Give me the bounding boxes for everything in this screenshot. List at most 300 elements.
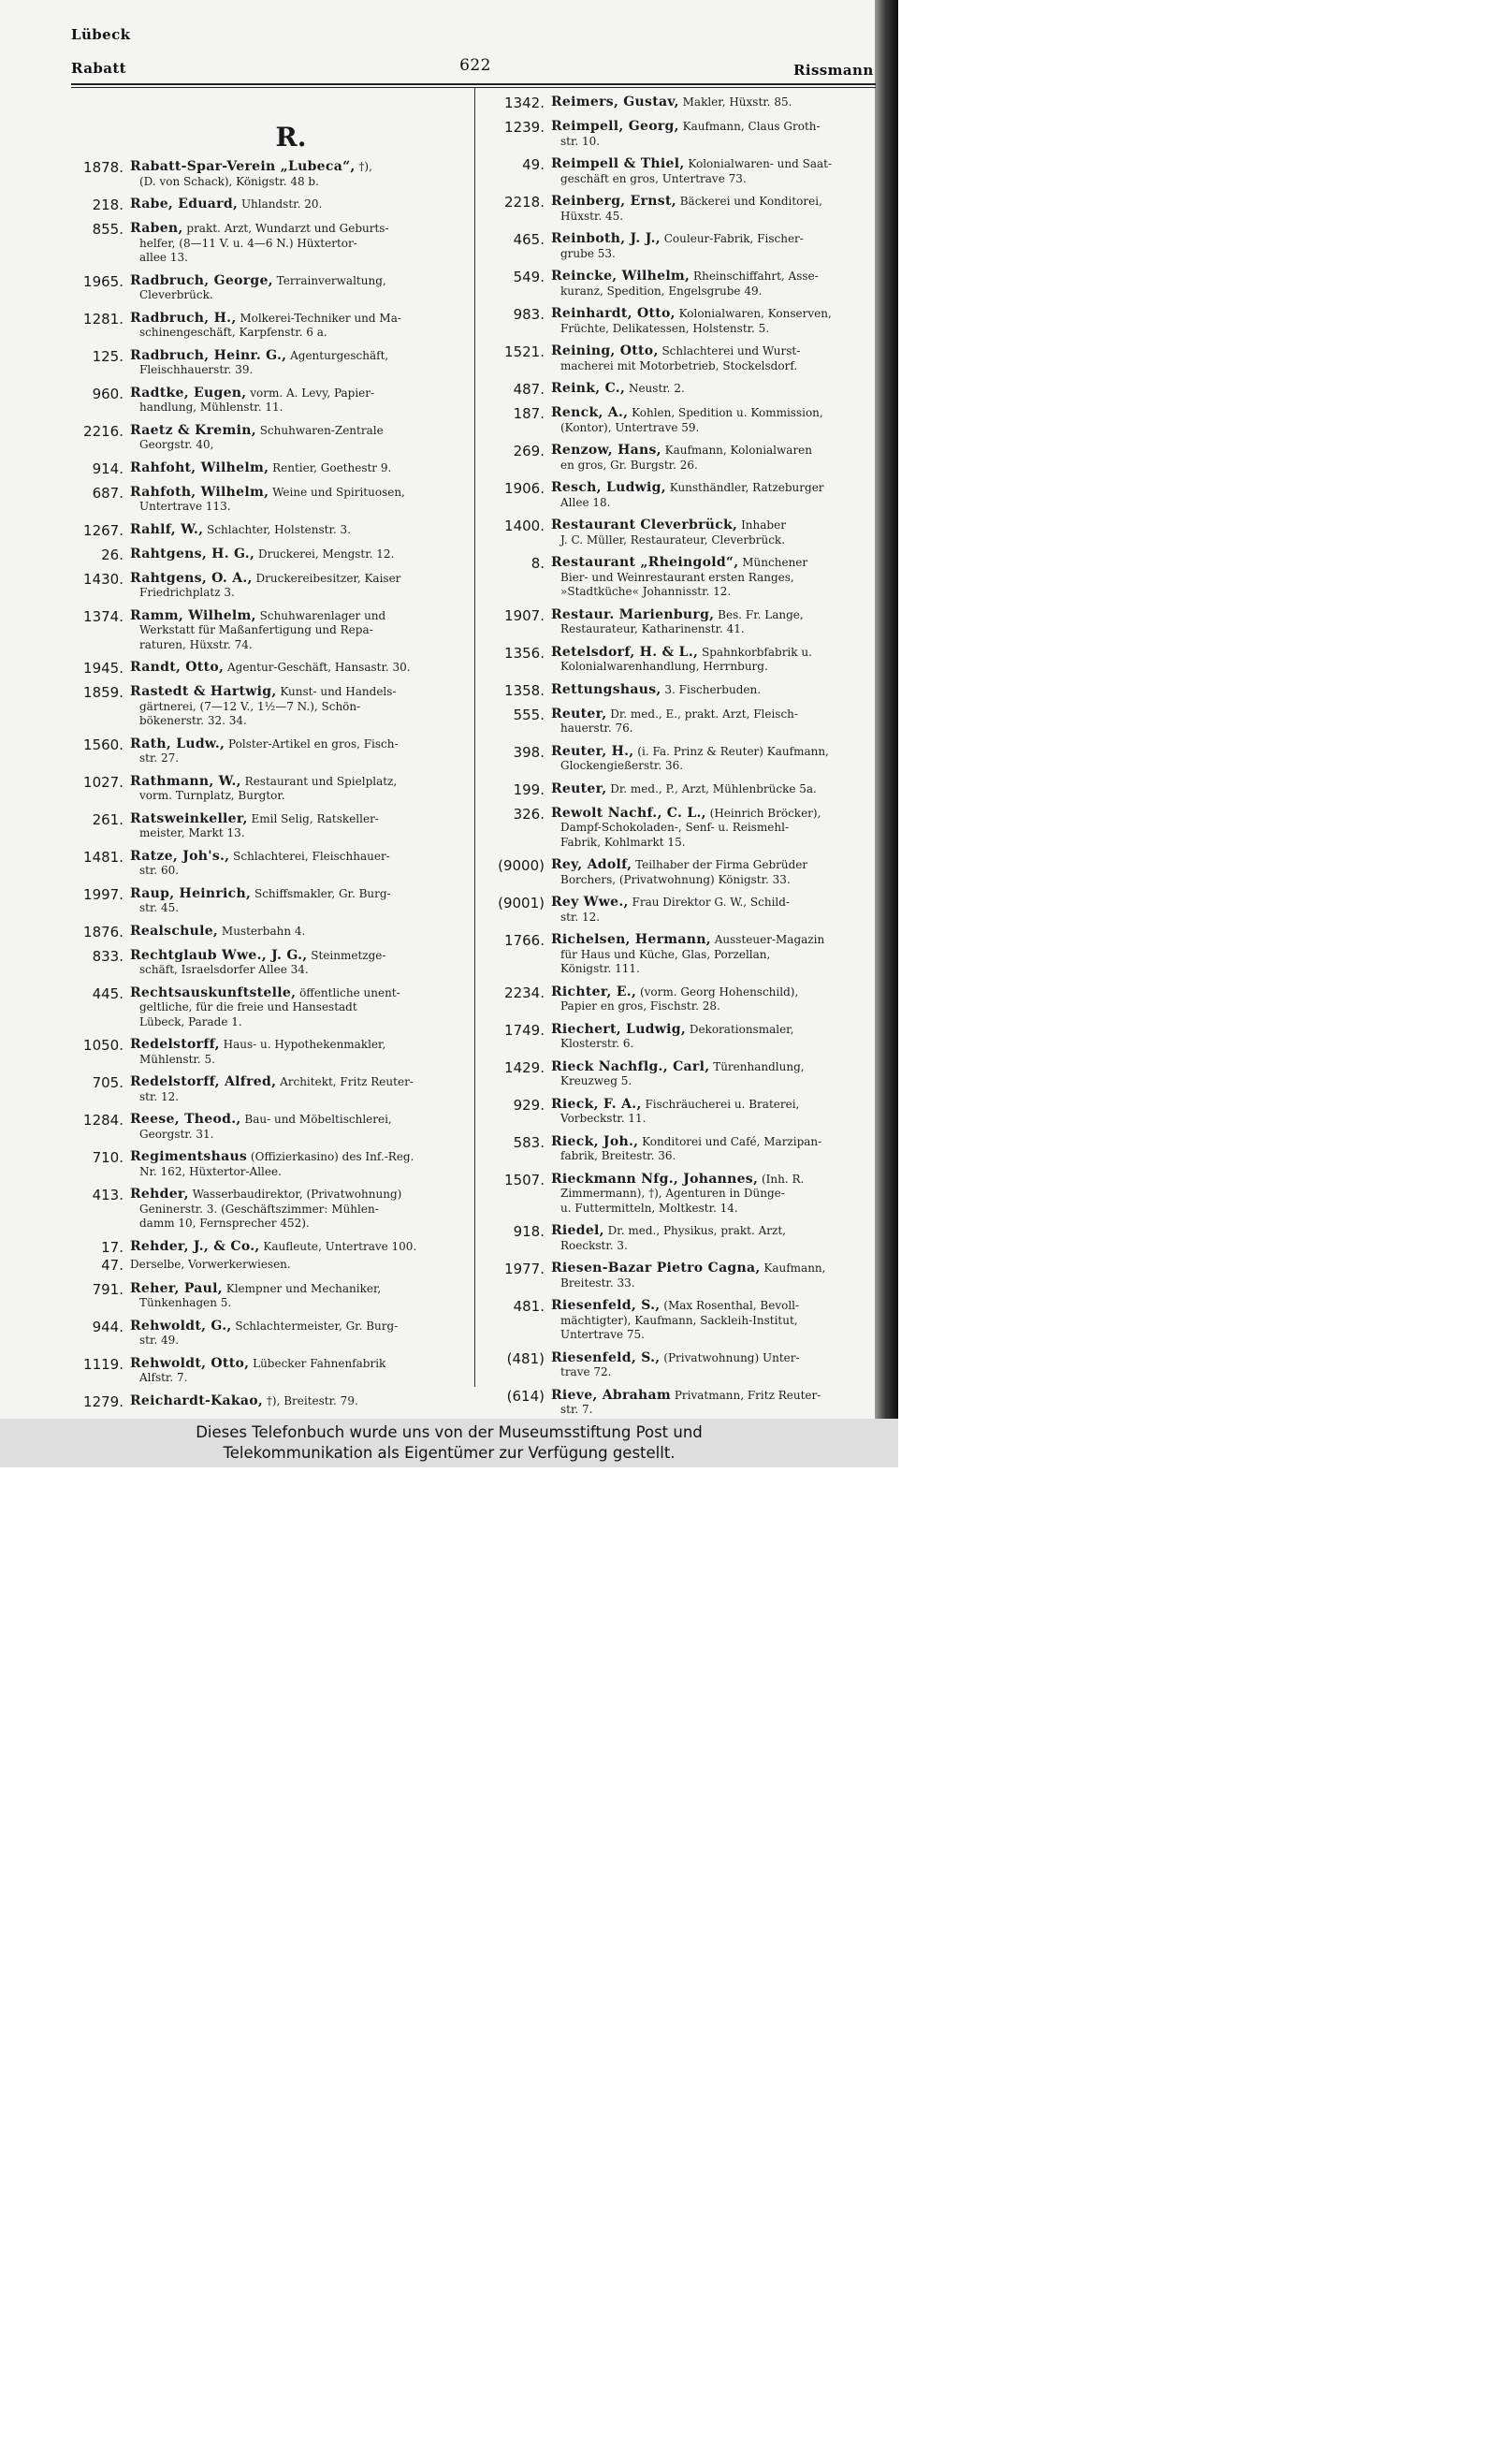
entry-text xyxy=(551,683,874,699)
entry-text xyxy=(551,1023,874,1052)
phone-number: 1907. xyxy=(504,606,545,624)
entry-text xyxy=(130,1188,464,1232)
entry-continuation: str. 60. xyxy=(139,864,180,877)
right-entry-list xyxy=(488,95,874,1419)
entry-name: Rath, Ludw., xyxy=(130,736,225,751)
entry-continuation: J. C. Müller, Restaurateur, Cleverbrück. xyxy=(560,532,786,547)
entry-name: Radbruch, Heinr. G., xyxy=(130,347,287,363)
entry-details: Kunsthändler, Ratzeburger xyxy=(665,481,824,494)
directory-entry xyxy=(71,197,464,213)
directory-entry xyxy=(71,887,464,916)
entry-continuation: Früchte, Delikatessen, Holstenstr. 5. xyxy=(560,321,770,335)
entry-continuation: Geninerstr. 3. (Geschäftszimmer: Mühlen- xyxy=(139,1202,379,1216)
directory-entry xyxy=(488,481,874,510)
entry-name: Renzow, Hans, xyxy=(551,443,661,458)
entry-details: (i. Fa. Prinz & Reuter) Kaufmann, xyxy=(633,744,829,758)
entry-name: Reincke, Wilhelm, xyxy=(551,269,690,284)
entry-name: Rieck, Joh., xyxy=(551,1133,639,1149)
entry-details: Bau- und Möbeltischlerei, xyxy=(240,1113,392,1126)
entry-name: Riechert, Ludwig, xyxy=(551,1021,687,1037)
entry-continuation: Dampf-Schokoladen-, Senf- u. Reismehl- xyxy=(560,821,790,834)
phone-number: 187. xyxy=(513,405,545,422)
copyright-footer xyxy=(0,1419,898,1467)
entry-name: Radtke, Eugen, xyxy=(130,385,247,401)
entry-details: (vorm. Georg Hohenschild), xyxy=(636,984,799,999)
directory-entry xyxy=(488,745,874,774)
entry-name: Rewolt Nachf., C. L., xyxy=(551,805,706,821)
header-city: Lübeck xyxy=(71,26,131,43)
directory-entry xyxy=(71,1319,464,1349)
directory-entry xyxy=(488,1261,874,1290)
directory-page xyxy=(0,0,898,1419)
phone-number: 1977. xyxy=(504,1261,545,1277)
entry-name: Rehwoldt, G., xyxy=(130,1318,232,1334)
directory-entry xyxy=(71,850,464,879)
directory-entry xyxy=(488,556,874,600)
phone-number: 1356. xyxy=(504,644,545,662)
entry-text xyxy=(130,274,464,303)
entry-details: Wasserbaudirektor, (Privatwohnung) xyxy=(188,1188,402,1201)
directory-entry xyxy=(488,646,874,675)
entry-text xyxy=(551,406,874,435)
entry-details: Kunst- und Handels- xyxy=(276,685,397,698)
directory-entry xyxy=(488,858,874,887)
entry-text xyxy=(130,775,464,804)
entry-name: Rey Wwe., xyxy=(551,895,629,910)
phone-number: 326. xyxy=(513,805,545,823)
header-keyword-right: Rissmann xyxy=(793,62,874,79)
entry-text xyxy=(551,157,874,186)
entry-text xyxy=(130,222,464,266)
footer-line-2: Telekommunikation als Eigentümer zur Verfügung gestellt. xyxy=(223,1444,676,1462)
entry-text xyxy=(130,1150,464,1179)
entry-continuation: Tünkenhagen 5. xyxy=(139,1296,232,1309)
directory-entry xyxy=(488,683,874,699)
entry-details: öffentliche unent- xyxy=(296,985,400,999)
entry-text xyxy=(130,523,464,539)
entry-continuation: für Haus und Küche, Glas, Porzellan, xyxy=(560,947,771,961)
footer-line-1: Dieses Telefonbuch wurde uns von der Museumsstiftung Post und xyxy=(196,1423,703,1441)
entry-continuation: grube 53. xyxy=(560,246,616,260)
phone-number: 1027. xyxy=(83,773,124,791)
entry-continuation: Nr. 162, Hüxtertor-Allee. xyxy=(139,1164,282,1178)
phone-number: 199. xyxy=(513,780,545,798)
entry-details: Privatmann, Fritz Reuter- xyxy=(671,1388,821,1402)
entry-name: Randt, Otto, xyxy=(130,660,225,675)
directory-entry xyxy=(488,1060,874,1089)
entry-continuation: Lübeck, Parade 1. xyxy=(139,1014,242,1028)
entry-text xyxy=(130,349,464,378)
directory-entry xyxy=(488,707,874,736)
directory-entry xyxy=(71,523,464,539)
entry-details: Schlachterei, Fleischhauer- xyxy=(229,849,390,863)
entry-continuation: vorm. Turnplatz, Burgtor. xyxy=(139,789,285,802)
entry-name: Restaurant Cleverbrück, xyxy=(551,518,738,532)
entry-text xyxy=(130,812,464,841)
directory-entry xyxy=(488,985,874,1014)
entry-text xyxy=(551,481,874,510)
entry-continuation: mächtigter), Kaufmann, Sackleih-Institut, xyxy=(560,1313,798,1327)
entry-details: Kaufmann, xyxy=(760,1261,826,1275)
directory-entry xyxy=(488,1023,874,1052)
entry-text xyxy=(130,486,464,515)
entry-name: Resch, Ludwig, xyxy=(551,480,666,495)
entry-text xyxy=(130,160,464,189)
phone-number: 1749. xyxy=(504,1021,545,1039)
directory-entry xyxy=(71,1357,464,1386)
directory-entry xyxy=(488,1224,874,1253)
entry-details: Kolonialwaren, Konserven, xyxy=(675,307,832,320)
phone-number: 1481. xyxy=(83,848,124,866)
entry-name: Reuter, xyxy=(551,706,607,722)
entry-name: Riesenfeld, S., xyxy=(551,1298,661,1313)
entry-text xyxy=(551,985,874,1014)
entry-details: Fischräucherei u. Braterei, xyxy=(641,1097,800,1111)
phone-number: (9001) xyxy=(498,895,545,911)
phone-number: 583. xyxy=(513,1133,545,1151)
entry-name: Richelsen, Hermann, xyxy=(551,932,711,947)
entry-text xyxy=(551,646,874,675)
entry-details: Musterbahn 4. xyxy=(218,924,306,938)
entry-text xyxy=(130,1319,464,1349)
entry-continuation: Restaurateur, Katharinenstr. 41. xyxy=(560,622,745,635)
entry-name: Realschule, xyxy=(130,923,219,939)
entry-text xyxy=(130,685,464,729)
entry-name: Riedel, xyxy=(551,1223,604,1238)
entry-text xyxy=(130,1113,464,1142)
entry-text xyxy=(130,1394,464,1410)
entry-text xyxy=(551,195,874,224)
entry-text xyxy=(551,556,874,600)
entry-continuation: str. 27. xyxy=(139,751,180,765)
entry-details: Kohlen, Spedition u. Kommission, xyxy=(628,406,823,419)
entry-name: Reimpell & Thiel, xyxy=(551,156,685,171)
phone-number: 398. xyxy=(513,743,545,761)
directory-entry xyxy=(71,486,464,515)
entry-name: Reher, Paul, xyxy=(130,1280,223,1296)
directory-entry xyxy=(488,807,874,851)
left-column xyxy=(71,91,464,1419)
entry-continuation: raturen, Hüxstr. 74. xyxy=(139,637,253,651)
entry-name: Reimers, Gustav, xyxy=(551,95,679,109)
entry-continuation: Fleischhauerstr. 39. xyxy=(139,363,254,376)
entry-name: Rahtgens, H. G., xyxy=(130,546,255,561)
directory-entry xyxy=(488,608,874,637)
entry-details: Agentur-Geschäft, Hansastr. 30. xyxy=(224,661,411,674)
entry-continuation: helfer, (8—11 V. u. 4—6 N.) Hüxtertor- xyxy=(139,236,357,250)
directory-entry xyxy=(488,933,874,977)
directory-entry xyxy=(71,222,464,266)
directory-entry xyxy=(488,1135,874,1164)
phone-number: 269. xyxy=(513,443,545,459)
entry-text xyxy=(130,461,464,477)
entry-name: Raben, xyxy=(130,221,183,236)
directory-entry xyxy=(71,986,464,1030)
entry-details: (Inh. R. xyxy=(758,1172,805,1186)
directory-entry xyxy=(71,424,464,453)
entry-text xyxy=(130,661,464,677)
phone-number: 2216. xyxy=(83,422,124,440)
entry-details: Kaufmann, Claus Groth- xyxy=(678,120,821,133)
entry-text xyxy=(551,1261,874,1290)
directory-entry xyxy=(488,270,874,299)
entry-details: prakt. Arzt, Wundarzt und Geburts- xyxy=(182,222,389,235)
entry-name: Rey, Adolf, xyxy=(551,857,632,872)
entry-name: Rahfoht, Wilhelm, xyxy=(130,459,269,475)
entry-name: Rechtglaub Wwe., J. G., xyxy=(130,947,308,963)
directory-entry xyxy=(71,812,464,841)
entry-name: Rahlf, W., xyxy=(130,521,204,537)
phone-number: 1119. xyxy=(83,1355,124,1373)
entry-continuation: gärtnerei, (7—12 V., 1½—7 N.), Schön- xyxy=(139,699,361,713)
entry-details: Dr. med., Physikus, prakt. Arzt, xyxy=(603,1224,786,1237)
phone-number: 413. xyxy=(92,1187,124,1203)
entry-text xyxy=(130,1038,464,1067)
entry-name: Rieckmann Nfg., Johannes, xyxy=(551,1171,759,1187)
entry-details: Lübecker Fahnenfabrik xyxy=(249,1356,386,1370)
phone-number: 47. xyxy=(101,1256,124,1274)
entry-details: Konditorei und Café, Marzipan- xyxy=(638,1134,822,1148)
entry-details: Neustr. 2. xyxy=(625,382,685,395)
entry-details: (Offizierkasino) des Inf.-Reg. xyxy=(247,1150,414,1163)
phone-number: 1284. xyxy=(83,1112,124,1129)
entry-continuation: hauerstr. 76. xyxy=(560,722,633,735)
entry-continuation: kuranz, Spedition, Engelsgrube 49. xyxy=(560,284,763,298)
entry-continuation: geltliche, für die freie und Hansestadt xyxy=(139,1000,357,1013)
entry-text xyxy=(551,270,874,299)
entry-details: Emil Selig, Ratskeller- xyxy=(247,811,379,825)
entry-continuation: Borchers, (Privatwohnung) Königstr. 33. xyxy=(560,872,791,886)
entry-name: Rastedt & Hartwig, xyxy=(130,684,277,699)
directory-entry xyxy=(488,444,874,473)
entry-continuation: Breitestr. 33. xyxy=(560,1276,635,1290)
directory-entry xyxy=(71,1038,464,1067)
entry-text xyxy=(130,386,464,416)
entry-text xyxy=(130,1357,464,1386)
entry-details: Bes. Fr. Lange, xyxy=(714,607,804,621)
entry-continuation: damm 10, Fernsprecher 452). xyxy=(139,1217,310,1230)
entry-text xyxy=(130,424,464,453)
entry-name: Retelsdorf, H. & L., xyxy=(551,644,699,660)
phone-number: 1400. xyxy=(504,518,545,534)
entry-text xyxy=(551,745,874,774)
phone-number: 465. xyxy=(513,231,545,248)
entry-text xyxy=(130,572,464,601)
entry-continuation: (D. von Schack), Königstr. 48 b. xyxy=(139,174,319,188)
directory-entry xyxy=(488,406,874,435)
entry-continuation: bökenerstr. 32. 34. xyxy=(139,714,247,727)
entry-details: Dr. med., P., Arzt, Mühlenbrücke 5a. xyxy=(606,781,817,795)
entry-details: (Heinrich Bröcker), xyxy=(705,806,821,820)
phone-number: 960. xyxy=(92,385,124,402)
directory-entry xyxy=(71,1150,464,1179)
directory-entry xyxy=(488,344,874,373)
entry-name: Reimpell, Georg, xyxy=(551,119,679,134)
page-number: 622 xyxy=(459,56,491,75)
entry-continuation: Roeckstr. 3. xyxy=(560,1238,628,1252)
entry-text xyxy=(130,1240,464,1256)
entry-continuation: Hüxstr. 45. xyxy=(560,209,624,223)
entry-text xyxy=(551,518,874,547)
entry-name: Rehder, xyxy=(130,1187,189,1202)
entry-name: Riesenfeld, S., xyxy=(551,1349,661,1365)
directory-entry xyxy=(488,1299,874,1343)
entry-details: Haus- u. Hypothekenmakler, xyxy=(219,1038,386,1051)
entry-name: Reese, Theod., xyxy=(130,1112,241,1127)
entry-text xyxy=(130,547,464,563)
entry-continuation: macherei mit Motorbetrieb, Stockelsdorf. xyxy=(560,358,798,372)
entry-continuation: u. Futtermitteln, Moltkestr. 14. xyxy=(560,1201,738,1215)
entry-text xyxy=(551,1060,874,1089)
directory-entry xyxy=(71,1282,464,1311)
phone-number: 17. xyxy=(101,1238,124,1256)
entry-continuation: Papier en gros, Fischstr. 28. xyxy=(560,999,720,1013)
directory-entry xyxy=(488,1098,874,1127)
entry-continuation: Alfstr. 7. xyxy=(139,1371,188,1384)
directory-entry xyxy=(71,386,464,416)
entry-continuation: Kreuzweg 5. xyxy=(560,1074,632,1087)
entry-text xyxy=(551,232,874,261)
entry-text xyxy=(551,858,874,887)
entry-text xyxy=(551,382,874,398)
entry-name: Reining, Otto, xyxy=(551,343,659,358)
phone-number: 914. xyxy=(92,459,124,477)
entry-text xyxy=(551,1135,874,1164)
directory-entry xyxy=(488,95,874,111)
entry-name: Rieve, Abraham xyxy=(551,1387,672,1403)
entry-continuation: str. 12. xyxy=(560,910,601,924)
entry-details: Restaurant und Spielplatz, xyxy=(240,774,398,788)
phone-number: (614) xyxy=(506,1387,545,1405)
directory-entry xyxy=(71,572,464,601)
entry-details: Bäckerei und Konditorei, xyxy=(676,195,822,208)
directory-entry xyxy=(71,949,464,978)
phone-number: 983. xyxy=(513,306,545,323)
entry-text xyxy=(551,1224,874,1253)
directory-entry xyxy=(71,1394,464,1410)
phone-number: 125. xyxy=(92,347,124,365)
directory-entry xyxy=(71,1113,464,1142)
entry-name: Rieck, F. A., xyxy=(551,1096,642,1112)
directory-entry xyxy=(71,349,464,378)
entry-name: Rathmann, W., xyxy=(130,773,241,789)
entry-continuation: Kolonialwarenhandlung, Herrnburg. xyxy=(560,660,768,673)
phone-number: 481. xyxy=(513,1298,545,1315)
phone-number: 1945. xyxy=(83,660,124,677)
entry-details: Kolonialwaren- und Saat- xyxy=(684,157,833,170)
entry-text xyxy=(551,933,874,977)
entry-text xyxy=(130,925,464,940)
directory-entry xyxy=(71,1258,464,1274)
entry-details: Kaufmann, Kolonialwaren xyxy=(661,444,813,457)
phone-number: 791. xyxy=(92,1280,124,1298)
directory-entry xyxy=(71,925,464,940)
entry-text xyxy=(130,1258,464,1274)
phone-number: 944. xyxy=(92,1318,124,1335)
entry-continuation: Fabrik, Kohlmarkt 15. xyxy=(560,835,686,849)
entry-details: Molkerei-Techniker und Ma- xyxy=(236,311,401,325)
entry-continuation: Mühlenstr. 5. xyxy=(139,1052,215,1066)
directory-entry xyxy=(488,1351,874,1380)
entry-details: Schlachtermeister, Gr. Burg- xyxy=(231,1319,399,1333)
entry-details: vorm. A. Levy, Papier- xyxy=(246,386,375,400)
entry-text xyxy=(551,307,874,336)
phone-number: 1997. xyxy=(83,885,124,903)
directory-entry xyxy=(488,120,874,149)
phone-number: 1279. xyxy=(83,1392,124,1410)
header-rule xyxy=(71,83,876,85)
entry-text xyxy=(551,782,874,798)
phone-number: 1239. xyxy=(504,119,545,136)
entry-details: Druckerei, Mengstr. 12. xyxy=(254,547,395,561)
entry-name: Rieck Nachflg., Carl, xyxy=(551,1058,710,1074)
entry-continuation: str. 45. xyxy=(139,901,180,914)
entry-text xyxy=(551,344,874,373)
entry-text xyxy=(551,1098,874,1127)
entry-continuation: str. 12. xyxy=(139,1089,180,1103)
entry-details: Agenturgeschäft, xyxy=(286,348,389,362)
entry-continuation: allee 13. xyxy=(139,251,188,264)
directory-entry xyxy=(71,775,464,804)
entry-continuation: schinengeschäft, Karpfenstr. 6 a. xyxy=(139,326,327,339)
phone-number: 833. xyxy=(92,947,124,965)
entry-text xyxy=(130,986,464,1030)
entry-continuation: Untertrave 75. xyxy=(560,1328,645,1341)
directory-entry xyxy=(488,896,874,925)
phone-number: 710. xyxy=(92,1149,124,1166)
directory-entry xyxy=(488,232,874,261)
entry-details: Weine und Spirituosen, xyxy=(269,485,405,499)
entry-name: Raup, Heinrich, xyxy=(130,885,252,901)
directory-entry xyxy=(71,312,464,341)
entry-continuation: Bier- und Weinrestaurant ersten Ranges, xyxy=(560,570,794,584)
phone-number: 8. xyxy=(530,555,545,572)
entry-details: 3. Fischerbuden. xyxy=(661,682,762,696)
entry-name: Rechtsauskunftstelle, xyxy=(130,984,297,1000)
entry-details: Aussteuer-Magazin xyxy=(710,933,825,946)
directory-entry xyxy=(488,1389,874,1418)
phone-number: 1766. xyxy=(504,932,545,949)
phone-number: 26. xyxy=(101,546,124,563)
right-column xyxy=(488,91,874,1419)
entry-details: Inhaber xyxy=(737,518,786,532)
entry-continuation: str. 10. xyxy=(560,134,601,148)
entry-details: Rentier, Goethestr 9. xyxy=(269,460,392,474)
directory-entry xyxy=(71,1075,464,1104)
entry-name: Riesen-Bazar Pietro Cagna, xyxy=(551,1261,761,1276)
directory-entry xyxy=(71,1188,464,1232)
phone-number: (9000) xyxy=(498,857,545,874)
entry-text xyxy=(551,1299,874,1343)
entry-continuation: Königstr. 111. xyxy=(560,962,640,975)
entry-name: Reinboth, J. J., xyxy=(551,231,661,246)
entry-details: Kaufleute, Untertrave 100. xyxy=(259,1239,417,1253)
entry-continuation: meister, Markt 13. xyxy=(139,826,245,839)
entry-continuation: geschäft en gros, Untertrave 73. xyxy=(560,171,747,185)
entry-continuation: Allee 18. xyxy=(560,495,611,509)
directory-entry xyxy=(71,274,464,303)
phone-number: 1050. xyxy=(83,1037,124,1054)
phone-number: 918. xyxy=(513,1223,545,1240)
phone-number: 1876. xyxy=(83,923,124,940)
entry-name: Ramm, Wilhelm, xyxy=(130,607,256,623)
header-keyword-left: Rabatt xyxy=(71,60,126,77)
directory-entry xyxy=(71,160,464,189)
entry-details: Architekt, Fritz Reuter- xyxy=(276,1075,414,1088)
entry-text xyxy=(551,444,874,473)
entry-text xyxy=(130,1075,464,1104)
directory-entry xyxy=(488,195,874,224)
